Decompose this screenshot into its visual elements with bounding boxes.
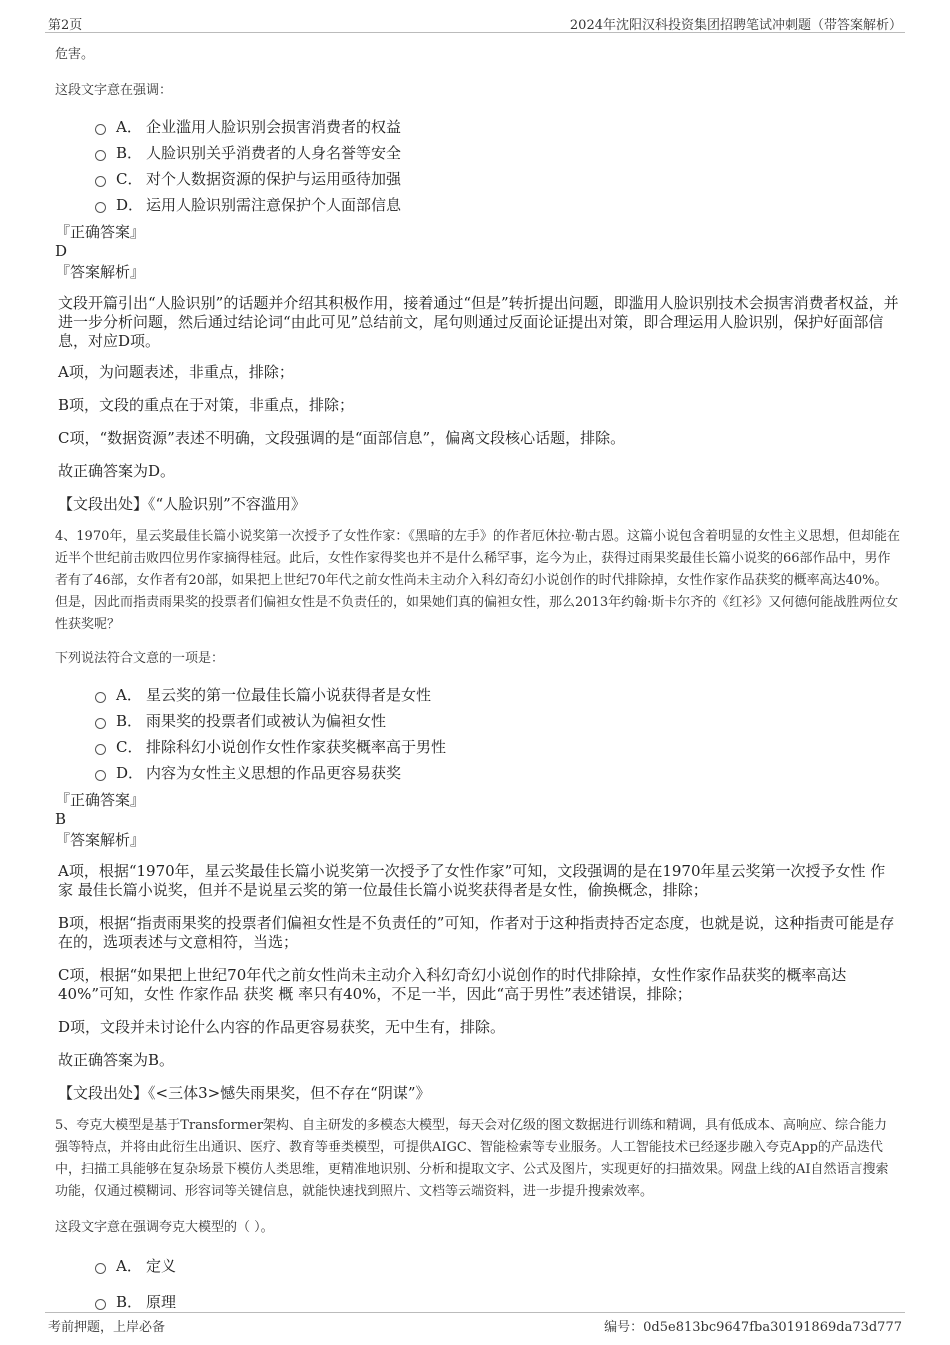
q4-analysis-b: B项，根据“指责雨果奖的投票者们偏袒女性是不负责任的”可知，作者对于这种指责持否定态度，也就是说，这种指责可能是存在的，选项表述与文意相符，当选； [58,914,895,951]
q3-options [55,114,900,218]
radio-icon[interactable] [95,202,106,213]
document-title: 2024年沈阳汉科投资集团招聘笔试冲刺题（带答案解析） [569,18,902,33]
q4-options [55,682,900,786]
q3-conclusion: 故正确答案为D。 [58,462,176,480]
q3-option-d[interactable] [95,192,900,218]
q3-analysis-c: C项，“数据资源”表述不明确，文段强调的是“面部信息”，偏离文段核心话题，排除。 [58,429,626,447]
q4-conclusion: 故正确答案为B。 [58,1051,175,1069]
q5-options [55,1253,900,1315]
option-letter: A． [116,686,142,704]
q3-option-a[interactable] [95,114,900,140]
document-id: 编号：0d5e813bc9647fba30191869da73d777 [604,1320,902,1335]
option-letter: C． [116,738,143,756]
radio-icon[interactable] [95,1263,106,1274]
q3-analysis-a: A项，为问题表述，非重点，排除； [58,363,294,381]
q5-prompt: 这段文字意在强调夸克大模型的（ ）。 [55,1220,274,1235]
option-letter: B． [116,144,143,162]
q4-analysis-label: 『答案解析』 [55,831,146,849]
option-text: 人脸识别关乎消费者的人身名誉等安全 [146,144,402,162]
option-letter: C． [116,170,143,188]
radio-icon[interactable] [95,124,106,135]
q3-stem-tail: 危害。 [55,47,95,62]
option-text: 星云奖的第一位最佳长篇小说获得者是女性 [146,686,432,704]
radio-icon[interactable] [95,176,106,187]
q5-stem: 5、夸克大模型是基于Transformer架构、自主研发的多模态大模型，每天会对亿级的图文数据进行训练和精调，具有低成本、高响应、综合能力强等特点，并将由此衍生出通识、医疗、教育等垂类模型，可提供AIGC、智能检索等专业服务。人工智能技术已经逐步融入夸克App的产品迭代中，扫描工具能够在复杂场景下模仿人类思维，更精准地识别、分析和提取文字、公式及图片，实现更好的扫描效果。网盘上线的AI自然语言搜索功能，仅通过模糊词、形容词等关键信息，就能快速找到照片、文档等云端资料，进一步提升搜索效率。 [55,1118,889,1199]
q4-stem: 4、1970年，星云奖最佳长篇小说奖第一次授予了女性作家：《黑暗的左手》的作者厄休拉·勒古恩。这篇小说包含着明显的女性主义思想，但却能在近半个世纪前击败四位男作家摘得桂冠。此后，女性作家得奖也并不是什么稀罕事，迄今为止，获得过雨果奖最佳长篇小说奖的66部作品中，男作者有了46部，女作者有20部，如果把上世纪70年代之前女性尚未主动介入科幻奇幻小说创作的时代排除掉，女性作家作品获奖的概率高达40%。但是，因此而指责雨果奖的投票者们偏袒女性是不负责任的，如果她们真的偏袒女性，那么2013年约翰·斯卡尔齐的《红衫》又何德何能战胜两位女性获奖呢？ [55,529,900,632]
radio-icon[interactable] [95,692,106,703]
q4-answer-label: 『正确答案』 [55,791,146,809]
radio-icon[interactable] [95,744,106,755]
q4-option-c[interactable] [95,734,900,760]
page-number: 第2页 [48,18,83,33]
option-text: 对个人数据资源的保护与运用亟待加强 [146,170,402,188]
radio-icon[interactable] [95,1299,106,1310]
q5-option-a[interactable] [95,1253,900,1289]
option-text: 原理 [146,1293,177,1311]
option-text: 定义 [146,1257,177,1275]
option-text: 雨果奖的投票者们或被认为偏袒女性 [146,712,387,730]
option-letter: D． [116,764,144,782]
q3-source: 【文段出处】《“人脸识别”不容滥用》 [58,495,306,513]
footer-slogan: 考前押题，上岸必备 [48,1320,166,1335]
option-text: 运用人脸识别需注意保护个人面部信息 [146,196,402,214]
document-body [55,40,900,1315]
q4-answer: B [55,810,67,828]
q3-analysis-label: 『答案解析』 [55,263,146,281]
option-letter: B． [116,1293,143,1311]
q3-option-c[interactable] [95,166,900,192]
q4-analysis-c: C项，根据“如果把上世纪70年代之前女性尚未主动介入科幻奇幻小说创作的时代排除掉，女性作家作品获奖的概率高达40%”可知，女性 作家作品 获奖 概 率只有40%，不足一半，因此“高于男性”表述错误，排除； [58,966,847,1003]
option-text: 企业滥用人脸识别会损害消费者的权益 [146,118,402,136]
q3-answer-label: 『正确答案』 [55,223,146,241]
page-footer [45,1312,905,1335]
option-letter: D． [116,196,144,214]
q4-option-b[interactable] [95,708,900,734]
q3-prompt: 这段文字意在强调： [55,83,173,98]
page-header [45,12,905,33]
option-text: 内容为女性主义思想的作品更容易获奖 [146,764,402,782]
q4-prompt: 下列说法符合文意的一项是： [55,651,225,666]
q4-option-d[interactable] [95,760,900,786]
q3-analysis-summary: 文段开篇引出“人脸识别”的话题并介绍其积极作用，接着通过“但是”转折提出问题，即滥用人脸识别技术会损害消费者权益，并进一步分析问题，然后通过结论词“由此可见”总结前文，尾句则通过反面论证提出对策，即合理运用人脸识别，保护好面部信息，对应D项。 [58,294,899,350]
option-letter: A． [116,1257,142,1275]
q3-analysis-b: B项，文段的重点在于对策，非重点，排除； [58,396,355,414]
radio-icon[interactable] [95,770,106,781]
q4-analysis-a: A项，根据“1970年，星云奖最佳长篇小说奖第一次授予了女性作家”可知，文段强调的是在1970年星云奖第一次授予女性 作家 最佳长篇小说奖，但并不是说星云奖的第一位最佳长篇小说奖获得者是女性，偷换概念，排除； [58,862,886,899]
option-letter: B． [116,712,143,730]
q3-answer: D [55,242,68,260]
option-letter: A． [116,118,142,136]
q3-option-b[interactable] [95,140,900,166]
q4-option-a[interactable] [95,682,900,708]
radio-icon[interactable] [95,718,106,729]
radio-icon[interactable] [95,150,106,161]
option-text: 排除科幻小说创作女性作家获奖概率高于男性 [146,738,447,756]
q4-analysis-d: D项，文段并未讨论什么内容的作品更容易获奖，无中生有，排除。 [58,1018,506,1036]
q4-source: 【文段出处】《<三体3>憾失雨果奖，但不存在“阴谋”》 [58,1084,431,1102]
